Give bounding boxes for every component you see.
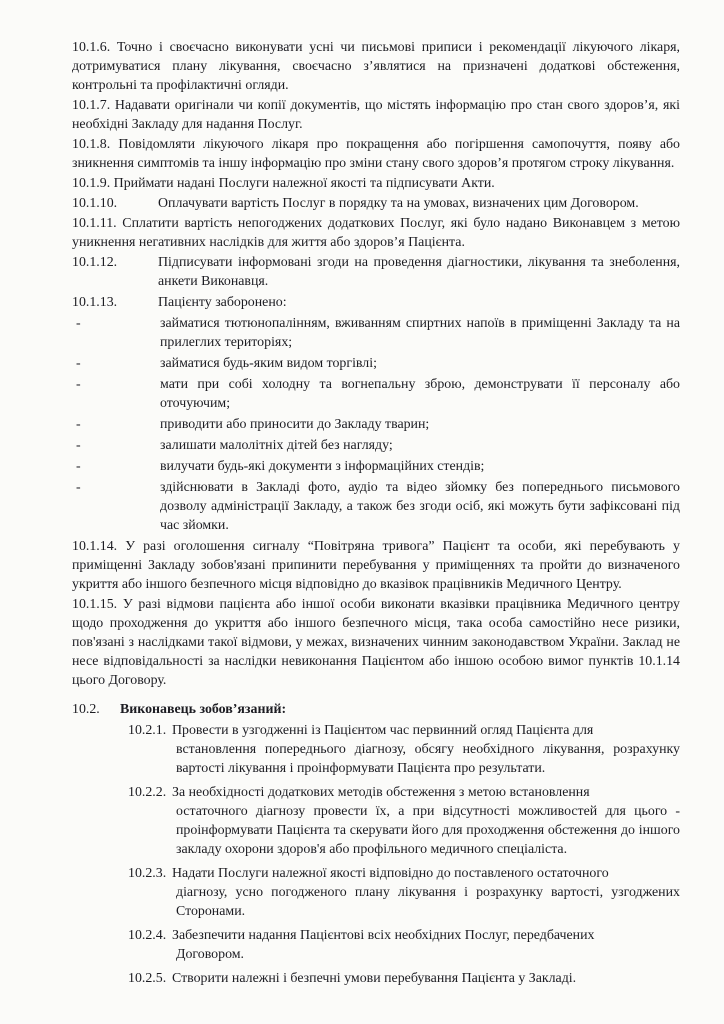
clause-number: 10.2.1. xyxy=(128,723,167,738)
dash-marker: - xyxy=(76,480,81,495)
list-item-text: займатися будь-яким видом торгівлі; xyxy=(160,356,377,371)
clause-number: 10.1.12. xyxy=(72,255,118,270)
clause-text-continued: встановлення попереднього діагнозу, обсягу необхідного лікування, розрахунку вартості лікування і проінформувати Пацієнта про результати. xyxy=(176,742,680,776)
list-item xyxy=(72,354,680,373)
clause-text: Пацієнту заборонено: xyxy=(158,295,287,310)
prohibited-list xyxy=(72,314,680,535)
clause-text: За необхідності додаткових методів обстеження з метою встановлення xyxy=(172,785,590,800)
clause-text: Провести в узгодженні із Пацієнтом час первинний огляд Пацієнта для xyxy=(172,723,594,738)
clause-10-1-12 xyxy=(72,253,680,291)
clause-number: 10.2.5. xyxy=(128,971,167,986)
dash-marker: - xyxy=(76,459,81,474)
list-item-text: мати при собі холодну та вогнепальну зброю, демонструвати її персоналу або оточуючим; xyxy=(160,377,680,411)
clause-10-1-6: 10.1.6. Точно і своєчасно виконувати усні чи письмові приписи і рекомендації лікуючого лікаря, дотримуватися плану лікування, своєчасно з’являтися на призначені додаткові обстеження, контрольні та профілактичні огляди. xyxy=(72,40,680,93)
clause-text: Оплачувати вартість Послуг в порядку та на умовах, визначених цим Договором. xyxy=(158,196,639,211)
dash-marker: - xyxy=(76,417,81,432)
list-item xyxy=(72,314,680,352)
section-title: Виконавець зобов’язаний: xyxy=(120,702,287,717)
list-item xyxy=(72,375,680,413)
clause-text-continued: Договором. xyxy=(176,947,245,962)
list-item-text: приводити або приносити до Закладу тварин; xyxy=(160,417,430,432)
list-item-text: здійснювати в Закладі фото, аудіо та відео зйомку без попереднього письмового дозволу адміністрації Закладу, а також без згоди осіб, які можуть бути зафіксовані під час зйомки. xyxy=(160,480,680,533)
clause-10-1-13 xyxy=(72,293,680,312)
list-item xyxy=(72,478,680,535)
clause-10-1-10 xyxy=(72,194,680,213)
list-item-text: займатися тютюнопалінням, вживанням спиртних напоїв в приміщенні Закладу та на прилеглих територіях; xyxy=(160,316,680,350)
clause-text: Забезпечити надання Пацієнтові всіх необхідних Послуг, передбачених xyxy=(172,928,595,943)
dash-marker: - xyxy=(76,316,81,331)
clause-10-2-2 xyxy=(128,783,680,859)
clause-10-1-9: 10.1.9. Приймати надані Послуги належної якості та підписувати Акти. xyxy=(72,176,495,191)
clause-10-1-7: 10.1.7. Надавати оригінали чи копії документів, що містять інформацію про стан свого здоров’я, які необхідні Закладу для надання Послуг. xyxy=(72,98,680,132)
clause-10-1-14: 10.1.14. У разі оголошення сигналу “Повітряна тривога” Пацієнт та особи, які перебувають у приміщенні Закладу зобов'язані припинити перебування у приміщеннях та пройти до визначеного укриття або іншого безпечного місця відповідно до вказівок працівників Медичного Центру. xyxy=(72,539,680,592)
list-item-text: вилучати будь-які документи з інформаційних стендів; xyxy=(160,459,485,474)
clause-number: 10.2.2. xyxy=(128,785,167,800)
clause-text: Підписувати інформовані згоди на проведення діагностики, лікування та знеболення, анкети Виконавця. xyxy=(158,255,680,289)
clause-text: Створити належні і безпечні умови перебування Пацієнта у Закладі. xyxy=(172,971,577,986)
clause-text: Надати Послуги належної якості відповідно до поставленого остаточного xyxy=(172,866,609,881)
clause-text-continued: остаточного діагнозу провести їх, а при відсутності можливостей для цього - проінформувати Пацієнта та скерувати його для проходження обстеження до іншого закладу охорони здоров'я або профільного медичного спеціаліста. xyxy=(176,804,680,857)
clause-number: 10.1.10. xyxy=(72,196,118,211)
clause-text-continued: діагнозу, усно погодженого плану лікування і розрахунку вартості, узгоджених Сторонами. xyxy=(176,885,680,919)
clause-10-2-1 xyxy=(128,721,680,778)
section-number: 10.2. xyxy=(72,702,100,717)
clause-10-1-15: 10.1.15. У разі відмови пацієнта або іншої особи виконати вказівки працівника Медичного центру щодо проходження до укриття або іншого безпечного місця, така особа самостійно несе ризики, пов'язані з наслідками такої відмови, у межах, визначених чинним законодавством України. Заклад не несе відповідальності за наслідки невиконання Пацієнтом або іншою особою вимог пунктів 10.1.14 цього Договору. xyxy=(72,597,680,688)
clause-10-2-3 xyxy=(128,864,680,921)
dash-marker: - xyxy=(76,377,81,392)
clause-10-1-8: 10.1.8. Повідомляти лікуючого лікаря про покращення або погіршення самопочуття, появу або зникнення симптомів та іншу інформацію про зміни стану свого здоров’я протягом строку лікування. xyxy=(72,137,680,171)
dash-marker: - xyxy=(76,438,81,453)
dash-marker: - xyxy=(76,356,81,371)
list-item-text: залишати малолітніх дітей без нагляду; xyxy=(160,438,393,453)
list-item xyxy=(72,457,680,476)
clause-number: 10.1.13. xyxy=(72,295,118,310)
clause-number: 10.2.3. xyxy=(128,866,167,881)
list-item xyxy=(72,415,680,434)
clause-10-2-4 xyxy=(128,926,680,964)
clause-number: 10.2.4. xyxy=(128,928,167,943)
clause-10-1-11: 10.1.11. Сплатити вартість непогоджених додаткових Послуг, які було надано Виконавцем з метою уникнення негативних наслідків для життя або здоров’я Пацієнта. xyxy=(72,216,680,250)
section-10-2-heading xyxy=(72,700,680,719)
list-item xyxy=(72,436,680,455)
clause-10-2-5 xyxy=(128,969,680,988)
